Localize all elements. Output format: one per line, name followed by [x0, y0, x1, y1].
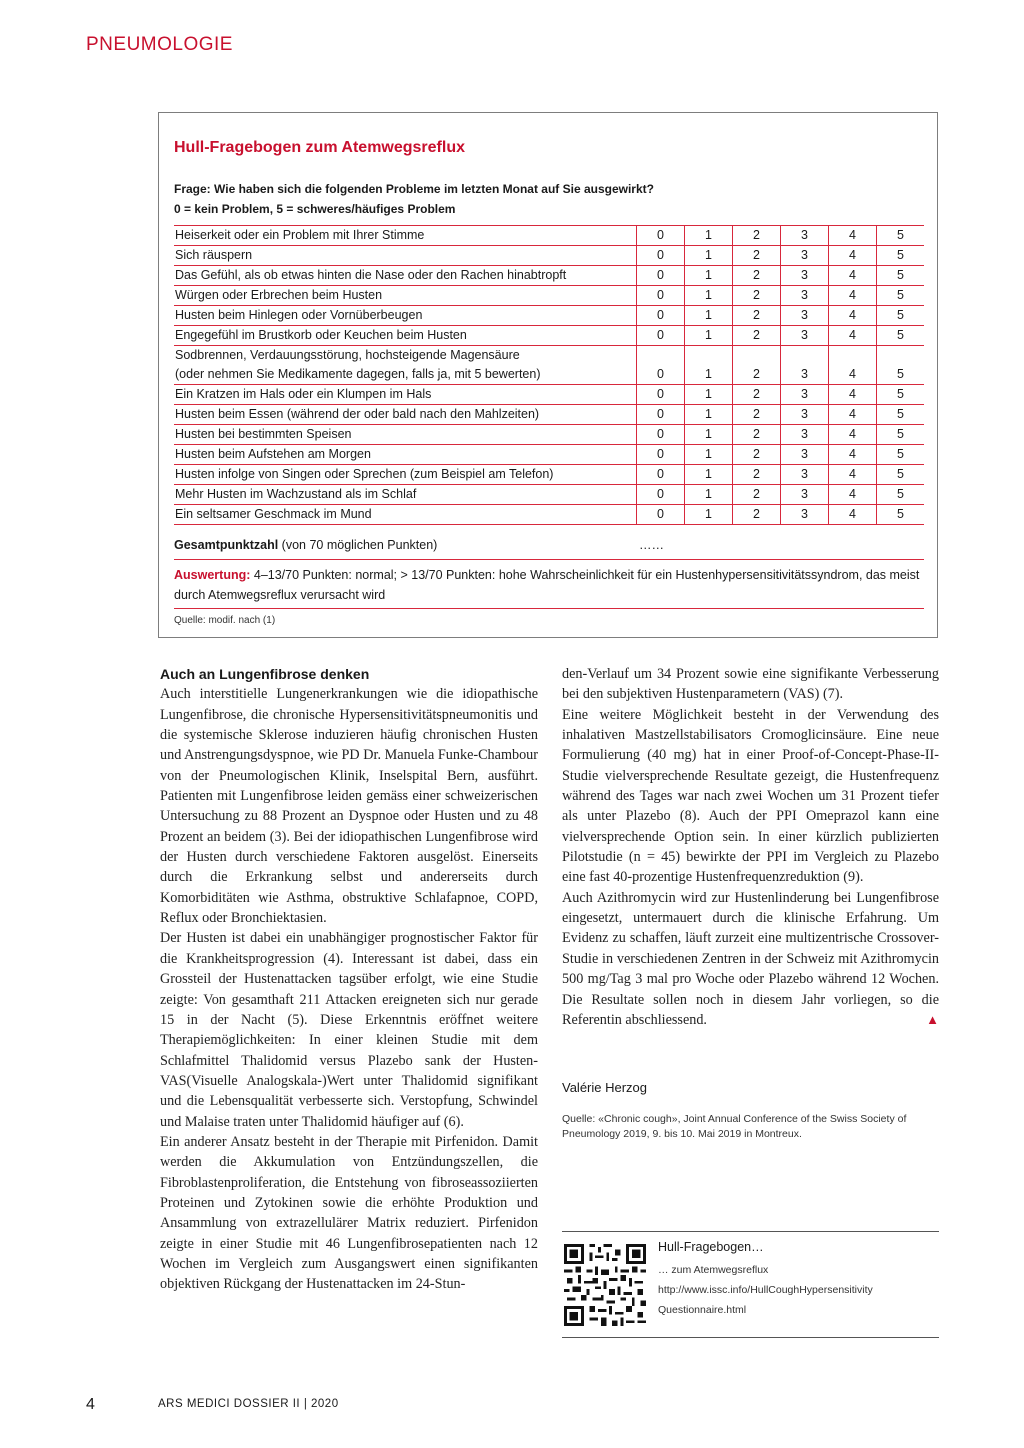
score-cell-empty	[685, 346, 733, 366]
score-option: 2	[733, 365, 781, 385]
question-row	[174, 505, 924, 525]
score-option: 0	[637, 365, 685, 385]
evaluation-label: Auswertung:	[174, 568, 251, 582]
score-option: 1	[685, 246, 733, 266]
question-text: Mehr Husten im Wachzustand als im Schlaf	[174, 485, 637, 505]
score-option: 4	[829, 465, 877, 485]
paragraph: Der Husten ist dabei ein unabhängiger prognostischer Faktor für die Krankheitsprogression (4). Interessant ist dabei, dass ein Grossteil der Hustenattacken tagsüber erfolgt, wie eine Studie zeigte: Von gesamthaft 211 Attacken ereigneten sich nur gerade 15 in der Nacht (5). Diese Erkenntnis eröffnet weitere Therapiemöglichkeiten: In einer kleinen Studie mit dem Schlafmittel Thalidomid versus Plazebo sank der Husten-VAS(Visuelle Analogskala-)Wert unter Thalidomid signifikant und die Lebensqualität verbesserte sich. Verstopfung, Schwindel und Malaise traten unter Thalidomid häufiger auf (6).	[160, 930, 538, 1130]
qr-url-continued[interactable]: Questionnaire.html	[658, 1304, 747, 1316]
score-option: 5	[877, 306, 925, 326]
score-option: 3	[781, 465, 829, 485]
score-cell-empty	[733, 346, 781, 366]
question-row	[174, 365, 924, 385]
score-option: 1	[685, 326, 733, 346]
question-text: Das Gefühl, als ob etwas hinten die Nase oder den Rachen hinabtropft	[174, 266, 637, 286]
score-option: 3	[781, 445, 829, 465]
question-row	[174, 246, 924, 266]
score-option: 4	[829, 365, 877, 385]
question-text: Sodbrennen, Verdauungsstörung, hochsteigende Magensäure	[174, 346, 637, 366]
score-option: 4	[829, 425, 877, 445]
score-option: 1	[685, 405, 733, 425]
page-number: 4	[86, 1396, 95, 1413]
score-option: 4	[829, 266, 877, 286]
score-option: 5	[877, 246, 925, 266]
score-option: 1	[685, 425, 733, 445]
divider	[174, 608, 924, 609]
score-option: 3	[781, 505, 829, 525]
score-option: 4	[829, 286, 877, 306]
question-row	[174, 326, 924, 346]
score-option: 2	[733, 326, 781, 346]
score-option: 4	[829, 485, 877, 505]
score-option: 2	[733, 385, 781, 405]
question-text: Würgen oder Erbrechen beim Husten	[174, 286, 637, 306]
score-option: 1	[685, 226, 733, 246]
question-text: Husten beim Hinlegen oder Vornüberbeugen	[174, 306, 637, 326]
score-option: 5	[877, 286, 925, 306]
score-option: 3	[781, 306, 829, 326]
score-option: 3	[781, 226, 829, 246]
question-row	[174, 286, 924, 306]
score-option: 0	[637, 246, 685, 266]
score-option: 1	[685, 385, 733, 405]
score-option: 5	[877, 266, 925, 286]
score-option: 0	[637, 326, 685, 346]
box-source: Quelle: modif. nach (1)	[174, 615, 276, 626]
qr-url[interactable]: http://www.issc.info/HullCoughHypersensitivity	[658, 1284, 873, 1296]
question-text: Sich räuspern	[174, 246, 637, 266]
score-option: 0	[637, 425, 685, 445]
score-option: 5	[877, 405, 925, 425]
score-option: 3	[781, 405, 829, 425]
score-option: 2	[733, 445, 781, 465]
score-option: 5	[877, 425, 925, 445]
score-option: 3	[781, 485, 829, 505]
score-option: 0	[637, 226, 685, 246]
score-option: 0	[637, 286, 685, 306]
paragraph: den-Verlauf um 34 Prozent sowie eine signifikante Verbesserung bei den subjektiven Hustenparametern (VAS) (7).	[562, 666, 939, 703]
questionnaire-title: Hull-Fragebogen zum Atemwegsreflux	[174, 139, 465, 156]
score-option: 0	[637, 445, 685, 465]
paragraph-text: Auch Azithromycin wird zur Hustenlinderung bei Lungenfibrose eingesetzt, untermauert durch die klinische Erfahrung. Um Evidenz zu schaffen, läuft zurzeit eine multizentrische Crossover-Studie in verschiedenen Zentren in der Schweiz mit Azithromycin 500 mg/Tag 3 mal pro Woche oder Plazebo während 12 Wochen. Die Resultate sollen noch in diesem Jahr vorliegen, so die Referentin abschliessend.	[562, 889, 939, 1028]
score-option: 4	[829, 326, 877, 346]
question-row	[174, 346, 924, 366]
score-cell-empty	[637, 346, 685, 366]
score-option: 1	[685, 286, 733, 306]
paragraph: Auch interstitielle Lungenerkrankungen wie die idiopathische Lungenfibrose, die chronische Hypersensitivitätspneumonitis und die systemische Sklerose induzieren häufig chronischen Husten und Anstrengungsdyspnoe, wie PD Dr. Manuela Funke-Chambour von der Pneumologischen Klinik, Inselspital Bern, ausführt. Patienten mit Lungenfibrose leiden gemäss einer schweizerischen Untersuchung zu 88 Prozent an Dyspnoe oder Husten und zu 48 Prozent an beidem (3). Bei der idiopathischen Lungenfibrose wird der Husten durch verschiedene Faktoren ausgelöst. Einerseits durch die Erkrankung selbst und andererseits durch Komorbiditäten wie Asthma, obstruktive Schlafapnoe, COPD, Reflux oder Bronchiektasien.	[160, 686, 538, 927]
total-score-value: ……	[639, 538, 664, 552]
score-option: 4	[829, 246, 877, 266]
question-text: Husten beim Essen (während der oder bald nach den Mahlzeiten)	[174, 405, 637, 425]
score-option: 4	[829, 445, 877, 465]
score-option: 3	[781, 326, 829, 346]
questionnaire-box	[158, 112, 938, 638]
total-score-label	[174, 538, 924, 552]
question-row	[174, 226, 924, 246]
score-option: 1	[685, 505, 733, 525]
question-row	[174, 425, 924, 445]
score-option: 1	[685, 465, 733, 485]
section-label: PNEUMOLOGIE	[86, 34, 233, 55]
score-option: 0	[637, 306, 685, 326]
question-text: Husten bei bestimmten Speisen	[174, 425, 637, 445]
score-option: 2	[733, 246, 781, 266]
divider	[562, 1337, 939, 1338]
article-column-right	[562, 664, 939, 1030]
score-option: 0	[637, 465, 685, 485]
score-option: 1	[685, 445, 733, 465]
score-option: 3	[781, 365, 829, 385]
source-credit: Quelle: «Chronic cough», Joint Annual Conference of the Swiss Society of Pneumology 2019, 9. bis 10. Mai 2019 in Montreux.	[562, 1113, 907, 1140]
score-option: 4	[829, 405, 877, 425]
score-option: 2	[733, 485, 781, 505]
divider	[562, 1231, 939, 1232]
question-text: Husten beim Aufstehen am Morgen	[174, 445, 637, 465]
qr-code-icon[interactable]	[564, 1244, 646, 1326]
score-option: 5	[877, 505, 925, 525]
article-column-left	[160, 664, 538, 1295]
question-text: Husten infolge von Singen oder Sprechen (zum Beispiel am Telefon)	[174, 465, 637, 485]
questionnaire-table	[174, 225, 924, 525]
paragraph: Ein anderer Ansatz besteht in der Therapie mit Pirfenidon. Damit werden die Akkumulation von Entzündungszellen, die Fibroblastenproliferation, die Entstehung von fibroseassoziierten Proteinen und Zytokinen sowie die erhöhte Produktion und Ansammlung von extrazellulärer Matrix reduziert. Pirfenidon zeigte in einer Studie mit 46 Lungenfibrosepatienten nach 12 Wochen im Vergleich zum Ausgangswert einen signifikanten objektiven Rückgang der Hustenattacken im 24-Stun-	[160, 1133, 538, 1293]
score-option: 5	[877, 445, 925, 465]
score-option: 2	[733, 226, 781, 246]
publication-name: ARS MEDICI DOSSIER II | 2020	[158, 1398, 339, 1410]
question-row	[174, 485, 924, 505]
score-cell-empty	[877, 346, 925, 366]
score-option: 2	[733, 306, 781, 326]
paragraph	[562, 888, 939, 1030]
end-mark-icon: ▲	[926, 1011, 939, 1027]
score-option: 2	[733, 405, 781, 425]
score-option: 2	[733, 465, 781, 485]
total-note: (von 70 möglichen Punkten)	[278, 538, 438, 552]
score-option: 1	[685, 266, 733, 286]
score-option: 3	[781, 266, 829, 286]
question-row	[174, 445, 924, 465]
qr-subtitle: … zum Atemwegsreflux	[658, 1264, 769, 1276]
evaluation	[174, 565, 924, 605]
total-label: Gesamtpunktzahl	[174, 538, 279, 552]
score-option: 3	[781, 286, 829, 306]
question-text: (oder nehmen Sie Medikamente dagegen, falls ja, mit 5 bewerten)	[175, 367, 541, 381]
score-option: 5	[877, 485, 925, 505]
question-row	[174, 405, 924, 425]
score-option: 1	[685, 365, 733, 385]
questionnaire-instructions	[174, 179, 654, 219]
question-row	[174, 266, 924, 286]
question-row	[174, 385, 924, 405]
score-cell-empty	[829, 346, 877, 366]
evaluation-text: 4–13/70 Punkten: normal; > 13/70 Punkten: hohe Wahrscheinlichkeit für ein Hustenhypersensitivitätssyndrom, das meist durch Atemwegsreflux verursacht wird	[174, 568, 920, 602]
author: Valérie Herzog	[562, 1080, 648, 1095]
question-line: Frage: Wie haben sich die folgenden Probleme im letzten Monat auf Sie ausgewirkt?	[174, 182, 654, 196]
score-option: 3	[781, 385, 829, 405]
score-option: 2	[733, 286, 781, 306]
score-option: 4	[829, 306, 877, 326]
qr-title: Hull-Fragebogen…	[658, 1240, 764, 1254]
score-option: 1	[685, 485, 733, 505]
score-option: 5	[877, 226, 925, 246]
score-option: 0	[637, 385, 685, 405]
question-text: Ein Kratzen im Hals oder ein Klumpen im Hals	[174, 385, 637, 405]
score-option: 4	[829, 505, 877, 525]
scale-legend: 0 = kein Problem, 5 = schweres/häufiges Problem	[174, 202, 456, 216]
question-row	[174, 465, 924, 485]
score-option: 3	[781, 425, 829, 445]
question-text: Ein seltsamer Geschmack im Mund	[174, 505, 637, 525]
score-option: 0	[637, 485, 685, 505]
score-option: 0	[637, 505, 685, 525]
question-row	[174, 306, 924, 326]
score-option: 5	[877, 326, 925, 346]
question-text: Heiserkeit oder ein Problem mit Ihrer Stimme	[174, 226, 637, 246]
score-option: 3	[781, 246, 829, 266]
score-option: 4	[829, 385, 877, 405]
score-option: 5	[877, 465, 925, 485]
score-option: 2	[733, 425, 781, 445]
paragraph: Eine weitere Möglichkeit besteht in der Verwendung des inhalativen Mastzellstabilisators Cromoglicinsäure. Eine neue Formulierung (40 mg) hat in einer Proof-of-Concept-Phase-II-Studie vielversprechende Resultate gezeigt, die Hustenfrequenz während des Tages war nach zwei Wochen um 31 Prozent tiefer als unter Plazebo (8). Auch der PPI Omeprazol kann eine vielversprechende Option sein. In einer kürzlich publizierten Pilotstudie (n = 45) bewirkte der PPI im Vergleich zu Plazebo eine fast 40-prozentige Hustenfrequenzreduktion (9).	[562, 706, 939, 886]
score-option: 2	[733, 266, 781, 286]
score-cell-empty	[781, 346, 829, 366]
score-option: 0	[637, 266, 685, 286]
score-option: 1	[685, 306, 733, 326]
score-option: 4	[829, 226, 877, 246]
divider	[174, 559, 924, 560]
score-option: 5	[877, 365, 925, 385]
article-subheading: Auch an Lungenfibrose denken	[160, 666, 370, 682]
score-option: 2	[733, 505, 781, 525]
question-text: Engegefühl im Brustkorb oder Keuchen beim Husten	[174, 326, 637, 346]
score-option: 0	[637, 405, 685, 425]
score-option: 5	[877, 385, 925, 405]
